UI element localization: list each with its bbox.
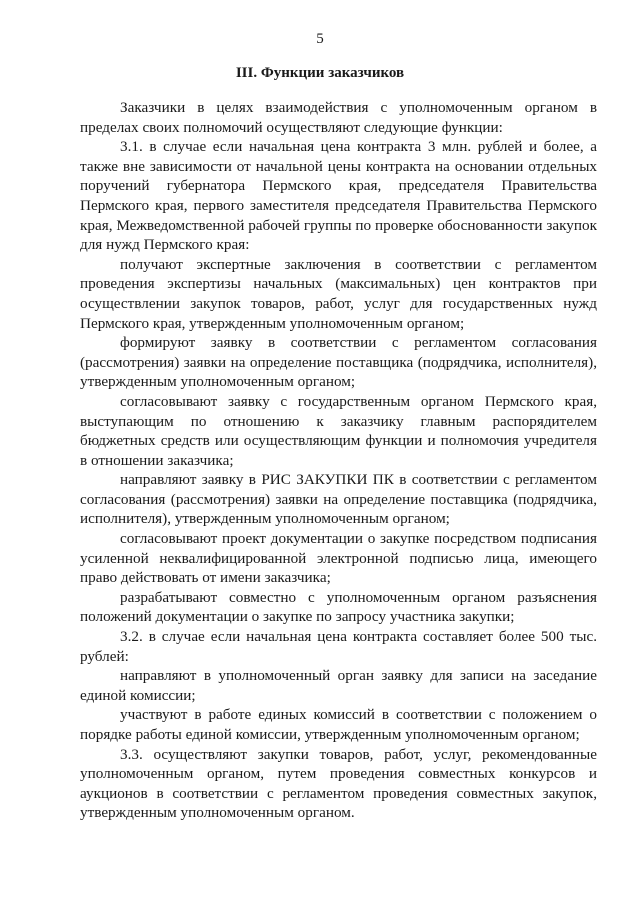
paragraph-intro: Заказчики в целях взаимодействия с уполномоченным органом в пределах своих полномочий осуществляют следующие функции: [80, 99, 597, 136]
paragraph-approve-application: согласовывают заявку с государственным органом Пермского края, выступающим по отношению к заказчику главным распорядителем бюджетных средств или осуществляющим функции и полномочия учредителя в отношении заказчика; [80, 392, 597, 469]
paragraph-commission-record: направляют в уполномоченный орган заявку для записи на заседание единой комиссии; [80, 667, 597, 704]
section-title: III. Функции заказчиков [235, 65, 405, 81]
paragraph-3-3: 3.3. осуществляют закупки товаров, работ, услуг, рекомендованные уполномоченным органом, путем проведения совместных конкурсов и аукционов в соответствии с регламентом проведения совместных закупок, утвержденным уполномоченным органом. [80, 745, 597, 822]
paragraph-send-application: направляют заявку в РИС ЗАКУПКИ ПК в соответствии с регламентом согласования (рассмотрения) заявки на определение поставщика (подрядчика, исполнителя), утвержденным уполномоченным органом; [80, 471, 597, 528]
paragraph-approve-documentation: согласовывают проект документации о закупке посредством подписания усиленной неквалифицированной электронной подписью лица, имеющего право действовать от имени заказчика; [80, 530, 597, 587]
page-number: 5 [316, 31, 324, 47]
body-text [80, 98, 597, 823]
paragraph-form-application: формируют заявку в соответствии с регламентом согласования (рассмотрения) заявки на определение поставщика (подрядчика, исполнителя), утвержденным уполномоченным органом; [80, 334, 597, 391]
paragraph-3-1: 3.1. в случае если начальная цена контракта 3 млн. рублей и более, а также вне зависимости от начальной цены контракта на основании отдельных поручений губернатора Пермского края, председателя Правительства Пермского края, первого заместителя председателя Правительства Пермского края, Межведомственной рабочей группы по проверке обоснованности закупок для нужд Пермского края: [80, 138, 597, 254]
paragraph-3-2: 3.2. в случае если начальная цена контракта составляет более 500 тыс. рублей: [80, 628, 597, 665]
paragraph-expert-conclusions: получают экспертные заключения в соответствии с регламентом проведения экспертизы начальных (максимальных) цен контрактов при осуществлении закупок товаров, работ, услуг для государственных нужд Пермского края, утвержденным уполномоченным органом; [80, 255, 597, 332]
paragraph-clarifications: разрабатывают совместно с уполномоченным органом разъяснения положений документации о закупке по запросу участника закупки; [80, 588, 597, 626]
paragraph-commission-work: участвуют в работе единых комиссий в соответствии с положением о порядке работы единой комиссии, утвержденным уполномоченным органом; [80, 706, 597, 743]
